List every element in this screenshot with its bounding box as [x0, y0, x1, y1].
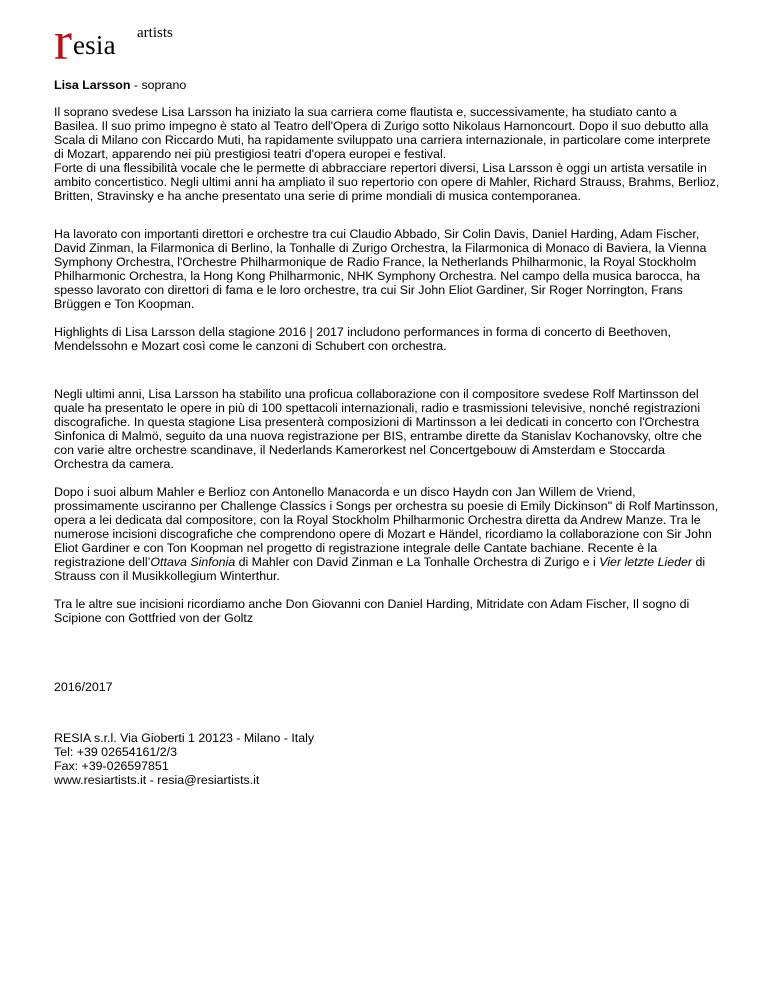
bio-paragraph-4: Negli ultimi anni, Lisa Larsson ha stabilito una proficua collaborazione con il compositore svedese Rolf Martinsson del quale ha presentato le opere in più di 100 spettacoli internazionali, radio e trasmissioni televisive, nonché registrazioni discografiche. In questa stagione Lisa presenterà composizioni di Martinsson a lei dedicati in concerto con l'Orchestra Sinfonica di Malmö, seguito da una nuova registrazione per BIS, entrambe dirette da Stanislav Kochanovsky, oltre che con varie altre orchestre scandinave, il Nederlands Kamerorkest nel Concertgebouw di Amsterdam e Stoccarda Orchestra da camera.	[54, 387, 702, 471]
logo-word-resia: esia	[73, 30, 116, 60]
bio-paragraph-1b: Forte di una flessibilità vocale che le permette di abbracciare repertori diversi, Lisa Larsson è oggi un artista versatile in ambito concertistico. Negli ultimi anni ha ampliato il suo repertorio con opere di Mahler, Richard Strauss, Brahms, Berlioz, Britten, Stravinsky e ha anche presentato una serie di prime mondiali di musica contemporanea.	[54, 161, 720, 203]
contact-tel: Tel: +39 02654161/2/3	[54, 745, 177, 759]
bio-paragraph-3: Highlights di Lisa Larsson della stagione 2016 | 2017 includono performances in forma di concerto di Beethoven, Mendelssohn e Mozart così come le canzoni di Schubert con orchestra.	[54, 325, 671, 353]
work-title-vier-letzte-lieder: Vier letzte Lieder	[599, 555, 693, 569]
paragraph-5-text-end: di Strauss con il Musikkollegium Winterthur.	[54, 555, 706, 583]
bio-paragraph-6: Tra le altre sue incisioni ricordiamo anche Don Giovanni con Daniel Harding, Mitridate con Adam Fischer, Il sogno di Scipione con Gottfried von der Goltz	[54, 597, 690, 625]
season-label: 2016/2017	[54, 680, 113, 694]
artist-name: Lisa Larsson	[54, 78, 131, 92]
artist-role: - soprano	[130, 78, 187, 92]
paragraph-5-text-mid: di Mahler con David Zinman e La Tonhalle Orchestra di Zurigo e i	[235, 555, 600, 569]
logo-letter-r: r	[54, 11, 72, 71]
bio-paragraph-2: Ha lavorato con importanti direttori e orchestre tra cui Claudio Abbado, Sir Colin Davis, Daniel Harding, Adam Fischer, David Zinman, la Filarmonica di Berlino, la Tonhalle di Zurigo Orchestra, la Filarmonica di Monaco di Baviera, la Vienna Symphony Orchestra, l'Orchestre Philharmonique de Radio France, la Netherlands Philharmonic, la Royal Stockholm Philharmonic Orchestra, la Hong Kong Philharmonic, NHK Symphony Orchestra. Nel campo della musica barocca, ha spesso lavorato con direttori di fama e le loro orchestre, tra cui Sir John Eliot Gardiner, Sir Roger Norrington, Frans Brüggen e Ton Koopman.	[54, 227, 707, 311]
work-title-ottava-sinfonia: Ottava Sinfonia	[150, 555, 236, 569]
contact-web-email: www.resiartists.it - resia@resiartists.it	[54, 773, 260, 787]
paragraph-5-text-start: Dopo i suoi album Mahler e Berlioz con Antonello Manacorda e un disco Haydn con Jan Willem de Vriend, prossimamente usciranno per Challenge Classics i Songs per orchestra su poesie di Emily Dickinson" di Rolf Martinsson, opera a lei dedicata dal compositore, con la Royal Stockholm Philharmonic Orchestra diretta da Andrew Manze. Tra le numerose incisioni discografiche che comprendono opere di Mozart e Händel, ricordiamo la collaborazione con Sir John Eliot Gardiner e con Ton Koopman nel progetto di registrazione integrale delle Cantate bachiane. Recente è la registrazione dell’	[54, 485, 719, 569]
contact-address: RESIA s.r.l. Via Gioberti 1 20123 - Milano - Italy	[54, 731, 315, 745]
artist-heading	[54, 78, 722, 92]
logo-word-artists: artists	[137, 25, 173, 41]
bio-paragraph-5	[54, 485, 722, 583]
biography-document	[54, 78, 722, 787]
contact-fax: Fax: +39-026597851	[54, 759, 169, 773]
bio-paragraph-1: Il soprano svedese Lisa Larsson ha iniziato la sua carriera come flautista e, successivamente, ha studiato canto a Basilea. Il suo primo impegno è stato al Teatro dell'Opera di Zurigo sotto Nikolaus Harnoncourt. Dopo il suo debutto alla Scala di Milano con Riccardo Muti, ha rapidamente sviluppato una carriera internazionale, in particolare come interprete di Mozart, apparendo nei più prestigiosi teatri d'opera europei e festival.	[54, 105, 711, 161]
